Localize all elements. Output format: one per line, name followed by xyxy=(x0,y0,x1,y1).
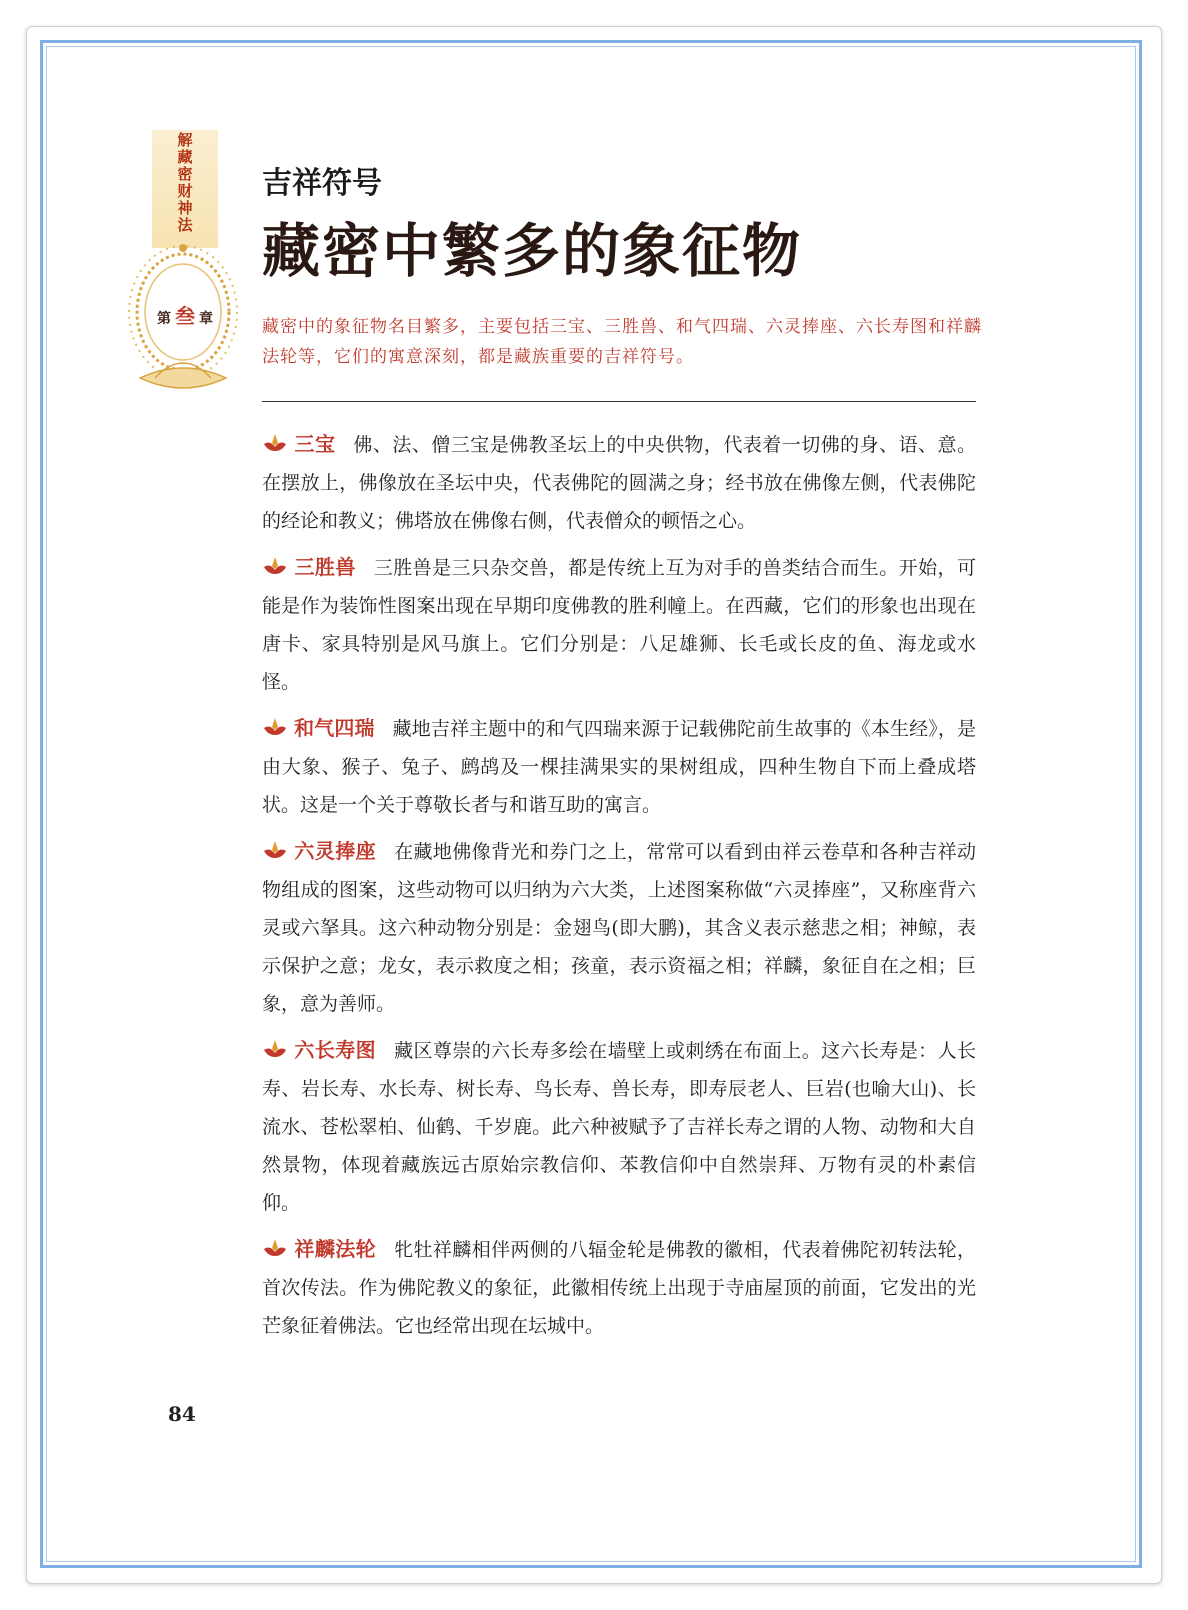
entry-title: 和气四瑞 xyxy=(294,716,375,740)
entry-title: 六灵捧座 xyxy=(294,839,377,863)
chapter-suffix: 章 xyxy=(199,311,213,327)
entry-text: 藏地吉祥主题中的和气四瑞来源于记载佛陀前生故事的《本生经》，是由大象、猴子、兔子、鹧鸪及一棵挂满果实的果树组成，四种生物自下而上叠成塔状。这是一个关于尊敬长者与和谐互助的寓言。 xyxy=(262,718,976,816)
entry-text: 在藏地佛像背光和券门之上，常常可以看到由祥云卷草和各种吉祥动物组成的图案，这些动物可以归纳为六大类，上述图案称做“六灵捧座”，又称座背六灵或六拏具。这六种动物分别是：金翅鸟(即大鹏)，其含义表示慈悲之相；神鲸，表示保护之意；龙女，表示救度之相；孩童，表示资福之相；祥麟，象征自在之相；巨象，意为善师。 xyxy=(262,841,976,1015)
entry-liu-ling-peng-zuo xyxy=(262,832,976,1023)
entry-san-sheng-shou xyxy=(262,548,976,701)
entry-xiang-lin-fa-lun xyxy=(262,1230,976,1345)
entry-text: 牝牡祥麟相伴两侧的八辐金轮是佛教的徽相，代表着佛陀初转法轮，首次传法。作为佛陀教义的象征，此徽相传统上出现于寺庙屋顶的前面，它发出的光芒象征着佛法。它也经常出现在坛城中。 xyxy=(262,1239,976,1337)
chapter-number: 叁 xyxy=(175,304,195,328)
side-tab-text: 解藏密财神法 xyxy=(175,132,194,234)
entry-list xyxy=(262,425,976,1353)
lotus-bullet-icon xyxy=(262,1237,288,1259)
entry-text: 三胜兽是三只杂交兽，都是传统上互为对手的兽类结合而生。开始，可能是作为装饰性图案出现在早期印度佛教的胜利幢上。在西藏，它们的形象也出现在唐卡、家具特别是风马旗上。它们分别是：八足雄狮、长毛或长皮的鱼、海龙或水怪。 xyxy=(262,557,976,693)
lotus-bullet-icon xyxy=(262,432,288,454)
chapter-prefix: 第 xyxy=(157,311,171,327)
entry-san-bao xyxy=(262,425,976,540)
side-tab xyxy=(152,130,218,248)
entry-title: 祥麟法轮 xyxy=(294,1237,377,1261)
entry-title: 六长寿图 xyxy=(294,1038,377,1062)
page-title: 藏密中繁多的象征物 xyxy=(262,217,803,285)
entry-liu-chang-shou-tu xyxy=(262,1031,976,1222)
entry-title: 三胜兽 xyxy=(294,555,356,579)
entry-text: 佛、法、僧三宝是佛教圣坛上的中央供物，代表着一切佛的身、语、意。在摆放上，佛像放在圣坛中央，代表佛陀的圆满之身；经书放在佛像左侧，代表佛陀的经论和教义；佛塔放在佛像右侧，代表僧众的顿悟之心。 xyxy=(262,434,976,532)
chapter-label xyxy=(150,300,220,329)
lotus-bullet-icon xyxy=(262,555,288,577)
divider xyxy=(262,401,976,402)
entry-title: 三宝 xyxy=(294,432,336,456)
lotus-bullet-icon xyxy=(262,1038,288,1060)
lotus-bullet-icon xyxy=(262,716,288,738)
section-label: 吉祥符号 xyxy=(262,166,382,201)
entry-text: 藏区尊崇的六长寿多绘在墙壁上或刺绣在布面上。这六长寿是：人长寿、岩长寿、水长寿、树长寿、鸟长寿、兽长寿，即寿辰老人、巨岩(也喻大山)、长流水、苍松翠柏、仙鹤、千岁鹿。此六种被赋予了吉祥长寿之谓的人物、动物和大自然景物，体现着藏族远古原始宗教信仰、苯教信仰中自然崇拜、万物有灵的朴素信仰。 xyxy=(262,1040,976,1214)
lotus-bullet-icon xyxy=(262,839,288,861)
intro-paragraph: 藏密中的象征物名目繁多，主要包括三宝、三胜兽、和气四瑞、六灵捧座、六长寿图和祥麟法轮等，它们的寓意深刻，都是藏族重要的吉祥符号。 xyxy=(262,317,982,367)
entry-he-qi-si-rui xyxy=(262,709,976,824)
page-number: 84 xyxy=(168,1402,196,1426)
